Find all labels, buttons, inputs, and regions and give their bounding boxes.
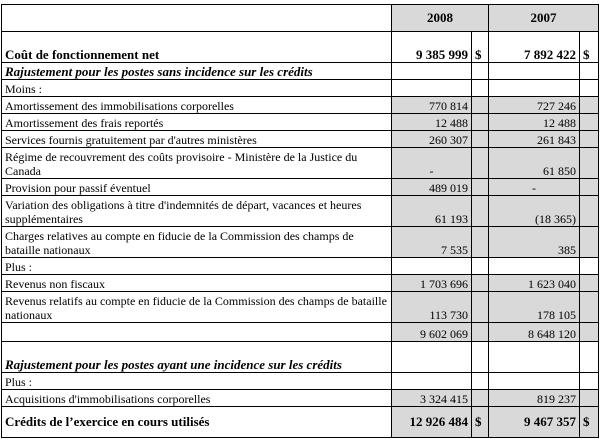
row-label: Régime de recouvrement des coûts provisoire - Ministère de la Justice du Canada [2, 148, 392, 179]
year-header-row [2, 5, 599, 32]
value-2007: (18 365) [489, 196, 580, 227]
row-label: Amortissement des frais reportés [2, 114, 392, 131]
plus-label: Plus : [2, 373, 392, 390]
value-2008: 770 814 [392, 97, 472, 114]
year-2007-header: 2007 [489, 5, 599, 32]
value-2007: 727 246 [489, 97, 580, 114]
value-2007: 819 237 [489, 390, 580, 407]
table-row [2, 390, 599, 407]
table-row [2, 179, 599, 196]
currency-symbol: $ [580, 32, 599, 63]
currency-symbol: $ [472, 32, 489, 63]
grand-total-2008: 12 926 484 [392, 407, 472, 438]
row-label: Revenus relatifs au compte en fiducie de la Commission des champs de bataille nationaux [2, 292, 392, 323]
value-2008: 61 193 [392, 196, 472, 227]
table-row [2, 292, 599, 323]
value-2008: - [392, 148, 472, 179]
table-row [2, 227, 599, 258]
subtotal-2007: 8 648 120 [489, 323, 580, 342]
subtotal-2008: 9 602 069 [392, 323, 472, 342]
currency-symbol: $ [472, 407, 489, 438]
row-label: Variation des obligations à titre d'indemnités de départ, vacances et heures supplémentaires [2, 196, 392, 227]
section-2-title: Rajustement pour les postes ayant une incidence sur les crédits [2, 342, 392, 373]
less-label-row [2, 80, 599, 97]
plus-label: Plus : [2, 258, 392, 275]
value-2008: 12 488 [392, 114, 472, 131]
value-2007: 261 843 [489, 131, 580, 148]
year-2008-header: 2008 [392, 5, 489, 32]
value-2008: 3 324 415 [392, 390, 472, 407]
plus-label-row [2, 373, 599, 390]
value-2007: 1 623 040 [489, 275, 580, 292]
table-row [2, 275, 599, 292]
less-label: Moins : [2, 80, 392, 97]
value-2008: 113 730 [392, 292, 472, 323]
value-2007: 178 105 [489, 292, 580, 323]
value-2007: - [489, 179, 580, 196]
section-1-title: Rajustement pour les postes sans incidence sur les crédits [2, 63, 392, 80]
row-label: Acquisitions d'immobilisations corporelles [2, 390, 392, 407]
subtotal-row [2, 323, 599, 342]
table-row [2, 196, 599, 227]
grand-total-label: Crédits de l’exercice en cours utilisés [2, 407, 392, 438]
row-label: Amortissement des immobilisations corporelles [2, 97, 392, 114]
table-row [2, 97, 599, 114]
header-blank-cell [2, 5, 392, 32]
net-cost-label: Coût de fonctionnement net [2, 32, 392, 63]
row-label: Revenus non fiscaux [2, 275, 392, 292]
net-cost-2008: 9 385 999 [392, 32, 472, 63]
value-2008: 260 307 [392, 131, 472, 148]
grand-total-row [2, 407, 599, 438]
section-heading-row [2, 342, 599, 373]
value-2007: 61 850 [489, 148, 580, 179]
value-2008: 1 703 696 [392, 275, 472, 292]
value-2007: 12 488 [489, 114, 580, 131]
row-label: Provision pour passif éventuel [2, 179, 392, 196]
table-row [2, 148, 599, 179]
currency-symbol: $ [580, 407, 599, 438]
value-2008: 7 535 [392, 227, 472, 258]
appropriations-reconciliation-table [1, 4, 599, 438]
table-row [2, 131, 599, 148]
table-row [2, 114, 599, 131]
row-label: Charges relatives au compte en fiducie de la Commission des champs de bataille nationaux [2, 227, 392, 258]
value-2008: 489 019 [392, 179, 472, 196]
value-2007: 385 [489, 227, 580, 258]
net-cost-row [2, 32, 599, 63]
grand-total-2007: 9 467 357 [489, 407, 580, 438]
plus-label-row [2, 258, 599, 275]
section-heading-row [2, 63, 599, 80]
net-cost-2007: 7 892 422 [489, 32, 580, 63]
row-label: Services fournis gratuitement par d'autres ministères [2, 131, 392, 148]
